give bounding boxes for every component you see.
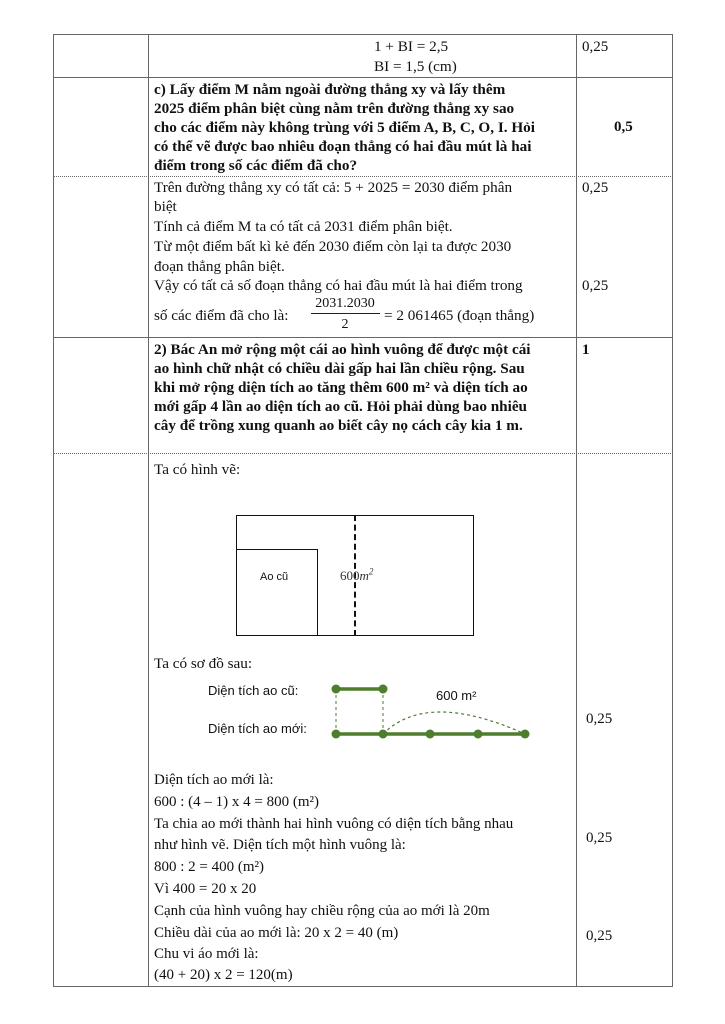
segment-point (379, 730, 388, 739)
diagram-intro: Ta có sơ đồ sau: (154, 655, 253, 672)
old-area-label: Diện tích ao cũ: (208, 683, 299, 698)
solution-line: Cạnh của hình vuông hay chiều rộng của ao mới là 20m (154, 903, 490, 919)
score: 0,25 (586, 928, 613, 944)
equation-line: BI = 1,5 (cm) (374, 58, 457, 75)
question-line: khi mở rộng diện tích ao tăng thêm 600 m² và diện tích ao (154, 379, 528, 396)
solution-line: 800 : 2 = 400 (m²) (154, 859, 265, 875)
score: 0,5 (614, 119, 633, 135)
diagram-value: 600 m² (436, 688, 477, 703)
score: 0,25 (582, 278, 609, 294)
new-area-label: Diện tích ao mới: (208, 721, 307, 736)
score: 0,25 (586, 711, 613, 727)
table-top-border (53, 34, 673, 35)
score: 0,25 (582, 39, 609, 55)
solution-line: như hình vẽ. Diện tích một hình vuông là: (154, 837, 406, 853)
solution-line: Ta chia ao mới thành hai hình vuông có diện tích bằng nhau (154, 816, 514, 832)
question-line: mới gấp 4 lần ao diện tích ao cũ. Hỏi phải dùng bao nhiêu (154, 398, 528, 415)
question-line: có thể vẽ được bao nhiêu đoạn thẳng có hai đầu mút là hai (154, 138, 532, 155)
answer-line: = 2 061465 (đoạn thẳng) (384, 307, 535, 324)
answer-line: Tính cả điểm M ta có tất cả 2031 điểm phân biệt. (154, 218, 453, 235)
question-line: ao hình chữ nhật có chiều dài gấp hai lần chiều rộng. Sau (154, 360, 525, 377)
column-divider (576, 34, 577, 987)
question-line: điểm trong số các điểm đã cho? (154, 157, 358, 174)
row-divider (53, 77, 673, 78)
row-divider (53, 453, 673, 454)
answer-line: số các điểm đã cho là: (154, 307, 289, 324)
increase-arc (383, 712, 525, 734)
solution-line: Diện tích ao mới là: (154, 772, 274, 788)
score: 0,25 (582, 180, 609, 196)
fraction-numerator: 2031.2030 (315, 296, 375, 311)
score: 0,25 (586, 830, 613, 846)
solution-line: Chu vi áo mới là: (154, 946, 259, 962)
segment-point (474, 730, 483, 739)
solution-line: Chiều dài của ao mới là: 20 x 2 = 40 (m) (154, 925, 399, 941)
segment-point (379, 685, 388, 694)
column-divider (148, 34, 149, 987)
question-line: cho các điểm này không trùng với 5 điểm A, B, C, O, I. Hỏi (154, 119, 535, 136)
score: 1 (582, 342, 590, 358)
segment-point (426, 730, 435, 739)
answer-line: Trên đường thẳng xy có tất cả: 5 + 2025 = 2030 điểm phân (154, 179, 513, 196)
row-divider (53, 176, 673, 177)
old-pond-label: Ao cũ (260, 571, 289, 583)
segment-point (332, 685, 341, 694)
segment-diagram (320, 678, 540, 746)
solution-line: 600 : (4 – 1) x 4 = 800 (m²) (154, 794, 320, 810)
question-line: 2) Bác An mở rộng một cái ao hình vuông để được một cái (154, 341, 531, 358)
fraction-bar (311, 313, 380, 314)
equation-line: 1 + BI = 2,5 (374, 38, 449, 55)
answer-line: đoạn thẳng phân biệt. (154, 258, 285, 275)
segment-point (332, 730, 341, 739)
question-line: c) Lấy điểm M nằm ngoài đường thẳng xy và lấy thêm (154, 81, 506, 98)
answer-line: biệt (154, 198, 177, 215)
segment-point (521, 730, 530, 739)
solution-line: Vì 400 = 20 x 20 (154, 881, 257, 897)
table-bottom-border (53, 986, 673, 987)
solution-line: (40 + 20) x 2 = 120(m) (154, 967, 293, 983)
table-left-border (53, 34, 54, 987)
figure-intro: Ta có hình vẽ: (154, 461, 241, 478)
fraction-denominator: 2 (341, 317, 349, 332)
question-line: cây để trồng xung quanh ao biết cây nọ cách cây kia 1 m. (154, 417, 523, 434)
table-right-border (672, 34, 673, 987)
answer-line: Vậy có tất cả số đoạn thẳng có hai đầu mút là hai điểm trong (154, 277, 523, 294)
old-pond-square (236, 549, 318, 636)
answer-line: Từ một điểm bất kì kẻ đến 2030 điểm còn lại ta được 2030 (154, 238, 512, 255)
row-divider (53, 337, 673, 338)
area-label: $600m^2$ (340, 566, 374, 583)
question-line: 2025 điểm phân biệt cùng nằm trên đường thẳng xy sao (154, 100, 515, 117)
